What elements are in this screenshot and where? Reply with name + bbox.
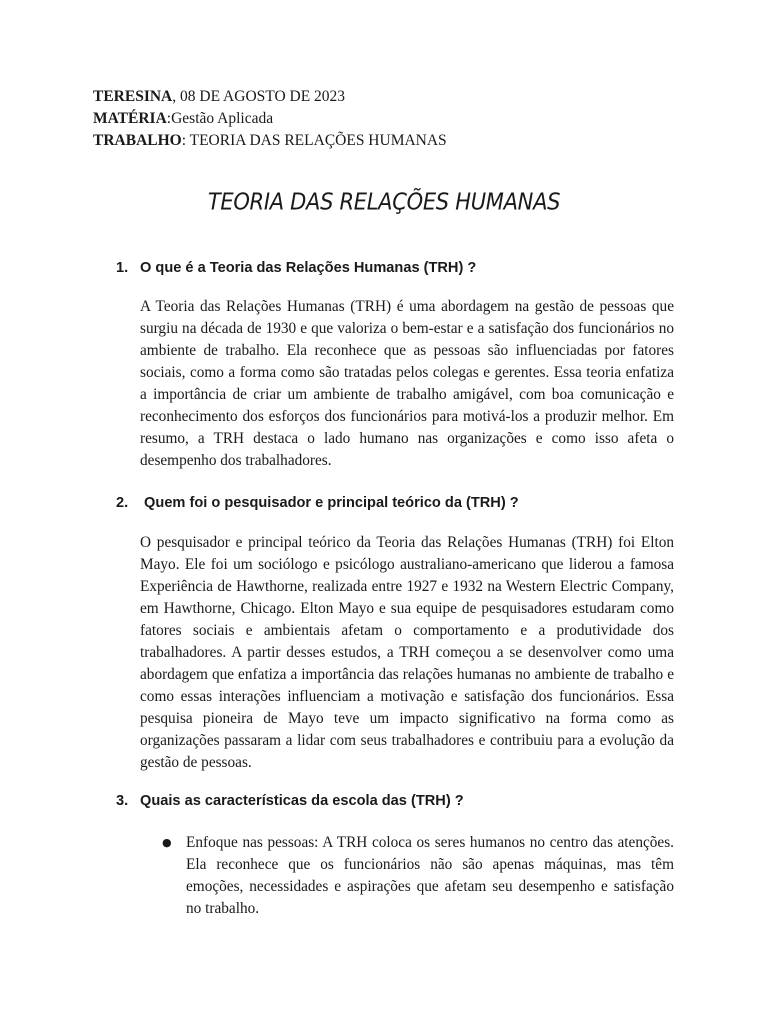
question-number: 3. [116,793,129,809]
bullet-icon: ● [162,836,172,849]
question-heading-1 [116,260,476,276]
page-title: TEORIA DAS RELAÇÕES HUMANAS [207,189,561,215]
question-number: 2. [116,495,129,511]
header-work-value: : TEORIA DAS RELAÇÕES HUMANAS [181,132,447,149]
answer-paragraph-2: O pesquisador e principal teórico da Teoria das Relações Humanas (TRH) foi Elton Mayo. Ele foi um sociólogo e psicólogo australiano-americano que liderou a famosa Experiência de Hawthorne, realizada entre 1927 e 1932 na Western Electric Company, em Hawthorne, Chicago. Elton Mayo e sua equipe de pesquisadores estudaram como fatores sociais e ambientais afetam o comportamento e a produtividade dos trabalhadores. A partir desses estudos, a TRH começou a se desenvolver como uma abordagem que enfatiza a importância das relações humanas no ambiente de trabalho e como essas interações influenciam a motivação e satisfação dos funcionários. Essa pesquisa pioneira de Mayo teve um impacto significativo na forma como as organizações passaram a lidar com seus trabalhadores e contribuiu para a evolução da gestão de pessoas. [140,534,674,771]
header-subject-value: :Gestão Aplicada [166,110,274,127]
list-item [162,832,674,920]
question-number: 1. [116,260,129,276]
header-work-label: TRABALHO [93,132,182,149]
document-header [93,86,447,152]
question-text: Quais as características da escola das (TRH) ? [140,793,464,809]
header-date-line [93,86,447,108]
header-subject-line [93,108,447,130]
answer-paragraph-1: A Teoria das Relações Humanas (TRH) é uma abordagem na gestão de pessoas que surgiu na década de 1930 e que valoriza o bem-estar e a satisfação dos funcionários no ambiente de trabalho. Ela reconhece que as pessoas são influenciadas por fatores sociais, como a forma como são tratadas pelos colegas e gerentes. Essa teoria enfatiza a importância de criar um ambiente de trabalho amigável, com boa comunicação e reconhecimento dos esforços dos funcionários para motivá-los a produzir melhor. Em resumo, a TRH destaca o lado humano nas organizações e como isso afeta o desempenho dos trabalhadores. [140,298,674,469]
header-date: , 08 DE AGOSTO DE 2023 [172,88,346,105]
question-text: O que é a Teoria das Relações Humanas (TRH) ? [140,260,477,276]
header-subject-label: MATÉRIA [93,110,167,127]
header-city: TERESINA [93,88,173,105]
header-work-line [93,130,447,152]
list-item-text: Enfoque nas pessoas: A TRH coloca os seres humanos no centro das atenções. Ela reconhece que os funcionários não são apenas máquinas, mas têm emoções, necessidades e aspirações que afetam seu desempenho e satisfação no trabalho. [186,834,674,917]
question-heading-2 [116,495,519,511]
question-heading-3 [116,793,464,809]
question-text: Quem foi o pesquisador e principal teórico da (TRH) ? [140,495,519,511]
